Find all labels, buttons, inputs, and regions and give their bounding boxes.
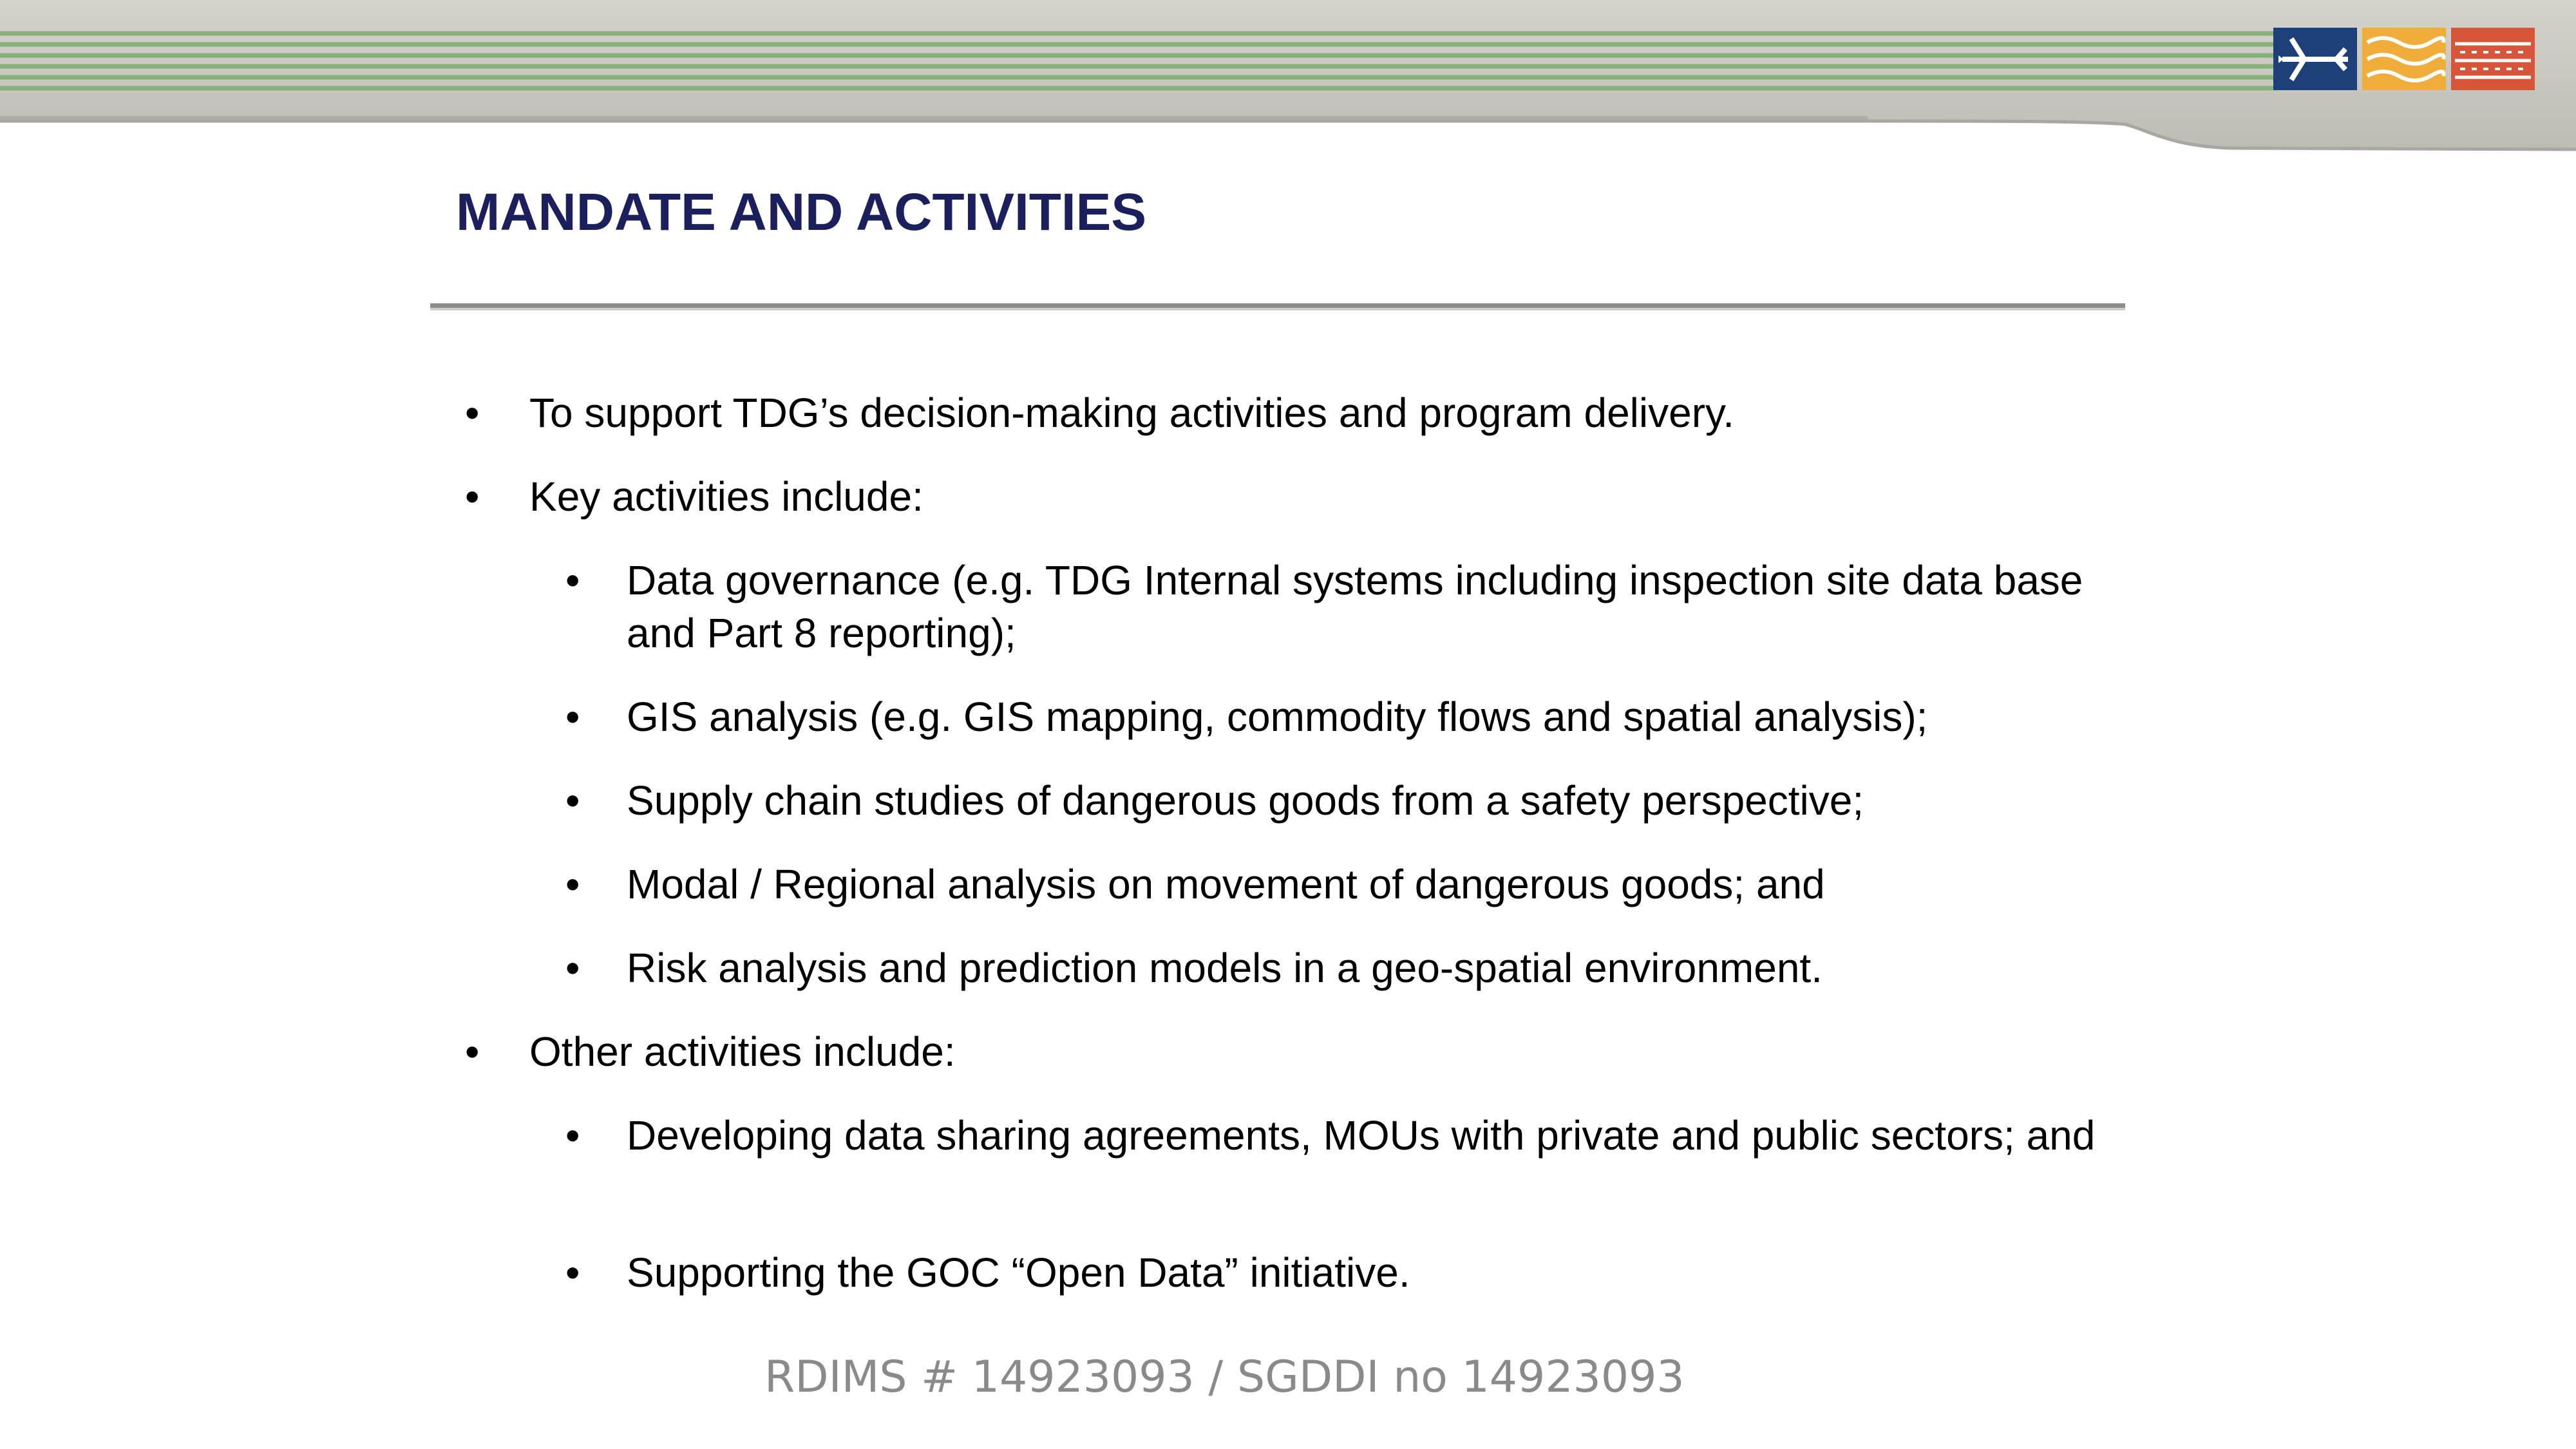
list-item xyxy=(565,858,2108,911)
list-item xyxy=(565,774,2108,827)
bullet-icon: • xyxy=(465,390,480,436)
bullet-icon: • xyxy=(565,1112,580,1159)
bullet-icon: • xyxy=(565,557,580,603)
list-item-text: Risk analysis and prediction models in a geo-spatial environment. xyxy=(627,945,1823,991)
bullet-icon: • xyxy=(565,861,580,907)
list-item-text: Data governance (e.g. TDG Internal systems including inspection site data base and Part 8 reporting); xyxy=(627,557,2083,656)
list-item xyxy=(565,1109,2108,1162)
list-item-text: To support TDG’s decision-making activities and program delivery. xyxy=(529,390,1735,436)
list-item xyxy=(465,1025,2139,1078)
slide-title: MANDATE AND ACTIVITIES xyxy=(456,183,1147,242)
list-item xyxy=(465,386,2139,439)
list-item xyxy=(565,554,2108,659)
list-item-text: Supply chain studies of dangerous goods from a safety perspective; xyxy=(627,777,1864,824)
list-item xyxy=(565,1246,2108,1299)
list-item xyxy=(465,470,2139,523)
bullet-icon: • xyxy=(565,945,580,991)
bullet-icon: • xyxy=(465,1028,480,1075)
list-item xyxy=(565,942,2108,994)
list-item-text: Supporting the GOC “Open Data” initiative. xyxy=(627,1249,1410,1296)
list-item xyxy=(565,690,2108,743)
list-item-text: Modal / Regional analysis on movement of dangerous goods; and xyxy=(627,861,1825,907)
bullet-icon: • xyxy=(565,694,580,740)
list-item-text: GIS analysis (e.g. GIS mapping, commodity flows and spatial analysis); xyxy=(627,694,1928,740)
list-item-text: Key activities include: xyxy=(529,473,923,520)
list-item-text: Other activities include: xyxy=(529,1028,956,1075)
document-reference: RDIMS # 14923093 / SGDDI no 14923093 xyxy=(764,1352,1685,1403)
bullet-icon: • xyxy=(565,777,580,824)
list-item-text: Developing data sharing agreements, MOUs with private and public sectors; and xyxy=(627,1112,2096,1159)
bullet-icon: • xyxy=(465,473,480,520)
bullet-icon: • xyxy=(565,1249,580,1296)
